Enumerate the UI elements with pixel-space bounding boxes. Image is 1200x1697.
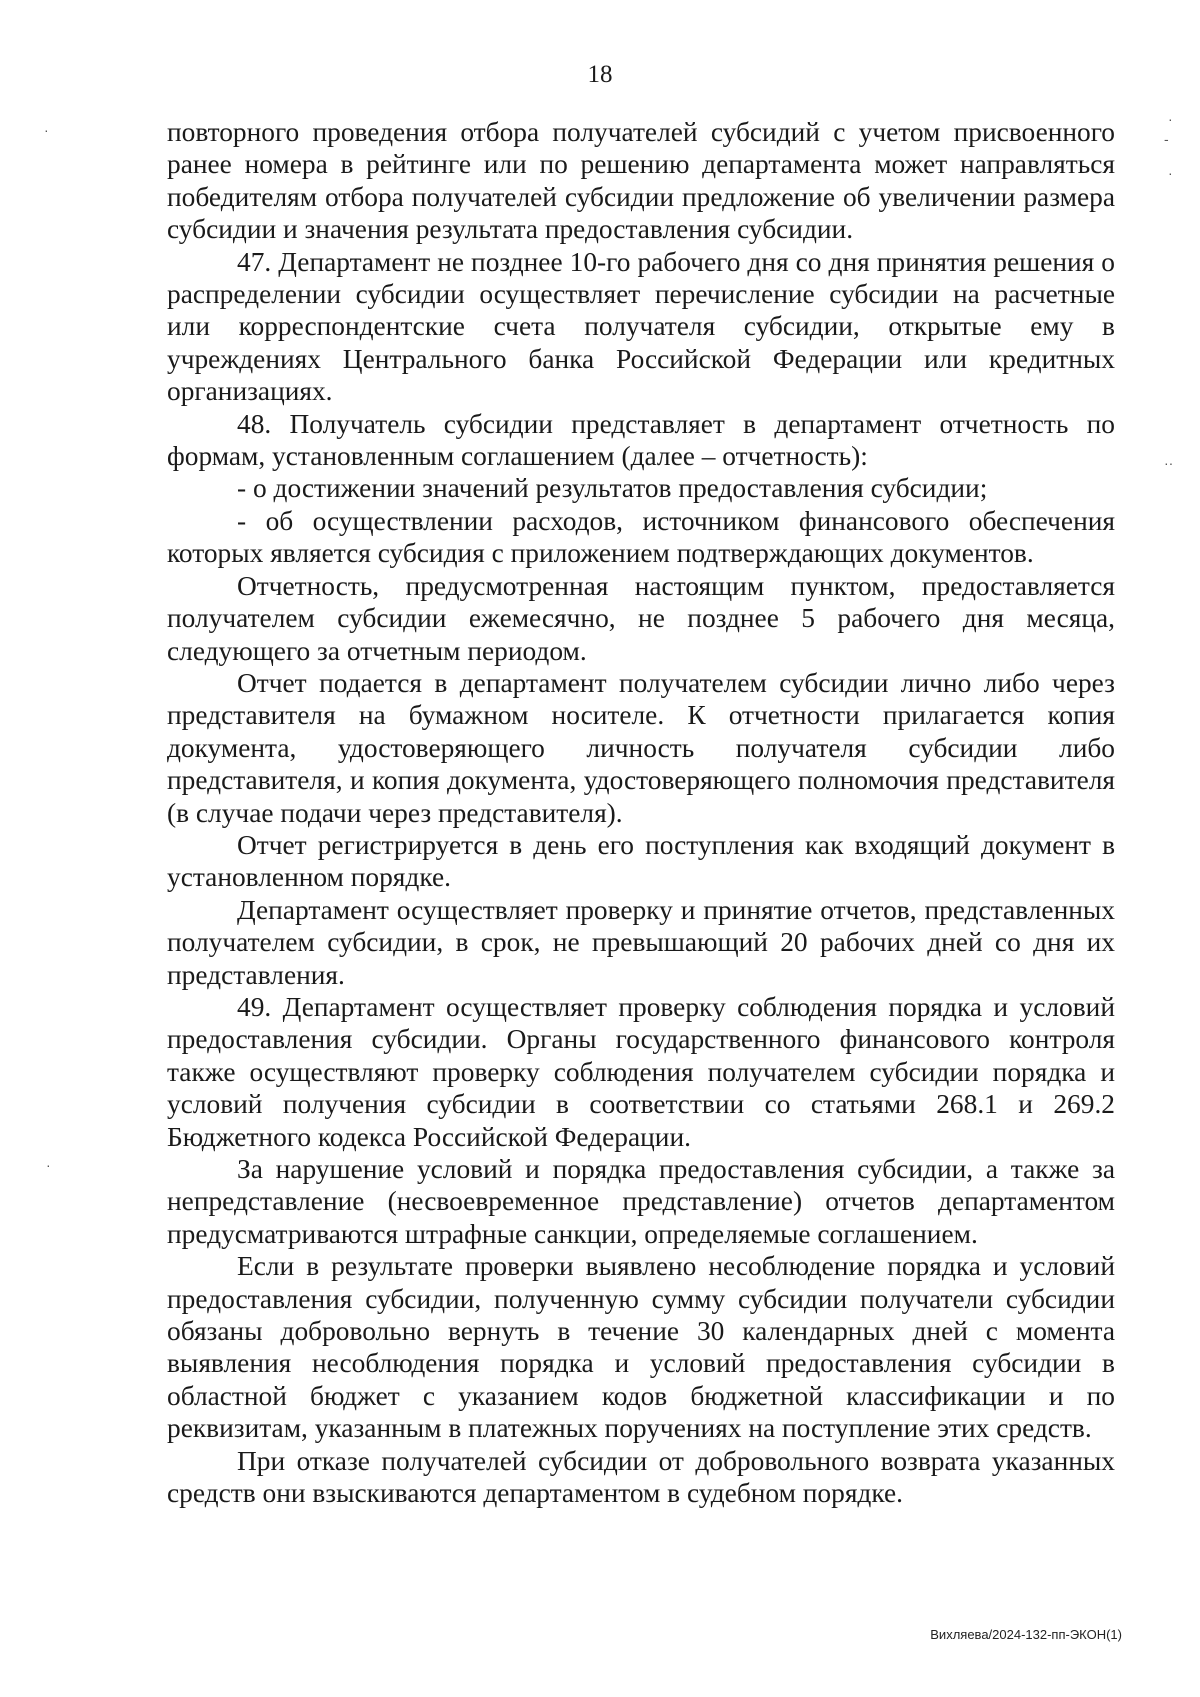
paragraph-48-item-1: - о достижении значений результатов предоставления субсидии; xyxy=(237,473,988,504)
paragraph-judicial-recovery: При отказе получателей субсидии от добровольного возврата указанных средств они взыскиваются департаментом в судебном порядке. xyxy=(167,1445,1115,1509)
scan-artifact-mark: · xyxy=(44,122,49,138)
paragraph-report-review: Департамент осуществляет проверку и принятие отчетов, представленных получателем субсидии, в срок, не превышающий 20 рабочих дней со дня их представления. xyxy=(167,894,1115,990)
scan-artifact-mark: · xyxy=(1168,165,1173,181)
document-code: Вихляева/2024-132-пп-ЭКОН(1) xyxy=(930,1627,1122,1642)
paragraph-voluntary-return: Если в результате проверки выявлено несоблюдение порядка и условий предоставления субсидии, полученную сумму субсидии получатели субсидии обязаны добровольно вернуть в течение 30 календарных дней с момента выявления несоблюдения порядка и условий предоставления субсидии в областной бюджет с указанием кодов бюджетной классификации и по реквизитам, указанным в платежных поручениях на поступление этих средств. xyxy=(167,1251,1115,1444)
paragraph-47: 47. Департамент не позднее 10-го рабочего дня со дня принятия решения о распределении субсидии осуществляет перечисление субсидии на расчетные или корреспондентские счета получателя субсидии, открытые ему в учреждениях Центрального банка Российской Федерации или кредитных организациях. xyxy=(167,246,1115,407)
paragraph-penalties: За нарушение условий и порядка предоставления субсидии, а также за непредставление (несвоевременное представление) отчетов департаментом предусматриваются штрафные санкции, определяемые соглашением. xyxy=(167,1154,1115,1249)
paragraph-report-submission: Отчет подается в департамент получателем субсидии лично либо через представителя на бумажном носителе. К отчетности прилагается копия документа, удостоверяющего личность получателя субсидии либо представителя, и копия документа, удостоверяющего полномочия представителя (в случае подачи через представителя). xyxy=(167,667,1115,828)
paragraph-49: 49. Департамент осуществляет проверку соблюдения порядка и условий предоставления субсидии. Органы государственного финансового контроля также осуществляют проверку соблюдения получателем субсидии порядка и условий получения субсидии в соответствии со статьями 268.1 и 269.2 Бюджетного кодекса Российской Федерации. xyxy=(167,991,1115,1152)
scan-artifact-mark: - xyxy=(1164,131,1169,147)
paragraph-48-item-2: - об осуществлении расходов, источником финансового обеспечения которых является субсидия с приложением подтверждающих документов. xyxy=(167,505,1115,569)
paragraph-reporting-frequency: Отчетность, предусмотренная настоящим пунктом, предоставляется получателем субсидии ежемесячно, не позднее 5 рабочего дня месяца, следующего за отчетным периодом. xyxy=(167,570,1115,666)
scan-artifact-mark: · xyxy=(46,1157,51,1173)
page-number: 18 xyxy=(587,61,613,88)
scan-artifact-mark: · xyxy=(1168,111,1173,127)
paragraph-48: 48. Получатель субсидии представляет в департамент отчетность по формам, установленным соглашением (далее – отчетность): xyxy=(167,408,1115,472)
scan-artifact-mark: ·· xyxy=(1164,455,1174,471)
document-body xyxy=(167,116,1115,1509)
paragraph-continuation: повторного проведения отбора получателей субсидий с учетом присвоенного ранее номера в рейтинге или по решению департамента может направляться победителям отбора получателей субсидии предложение об увеличении размера субсидии и значения результата предоставления субсидии. xyxy=(167,117,1115,245)
paragraph-report-registration: Отчет регистрируется в день его поступления как входящий документ в установленном порядке. xyxy=(167,829,1115,893)
